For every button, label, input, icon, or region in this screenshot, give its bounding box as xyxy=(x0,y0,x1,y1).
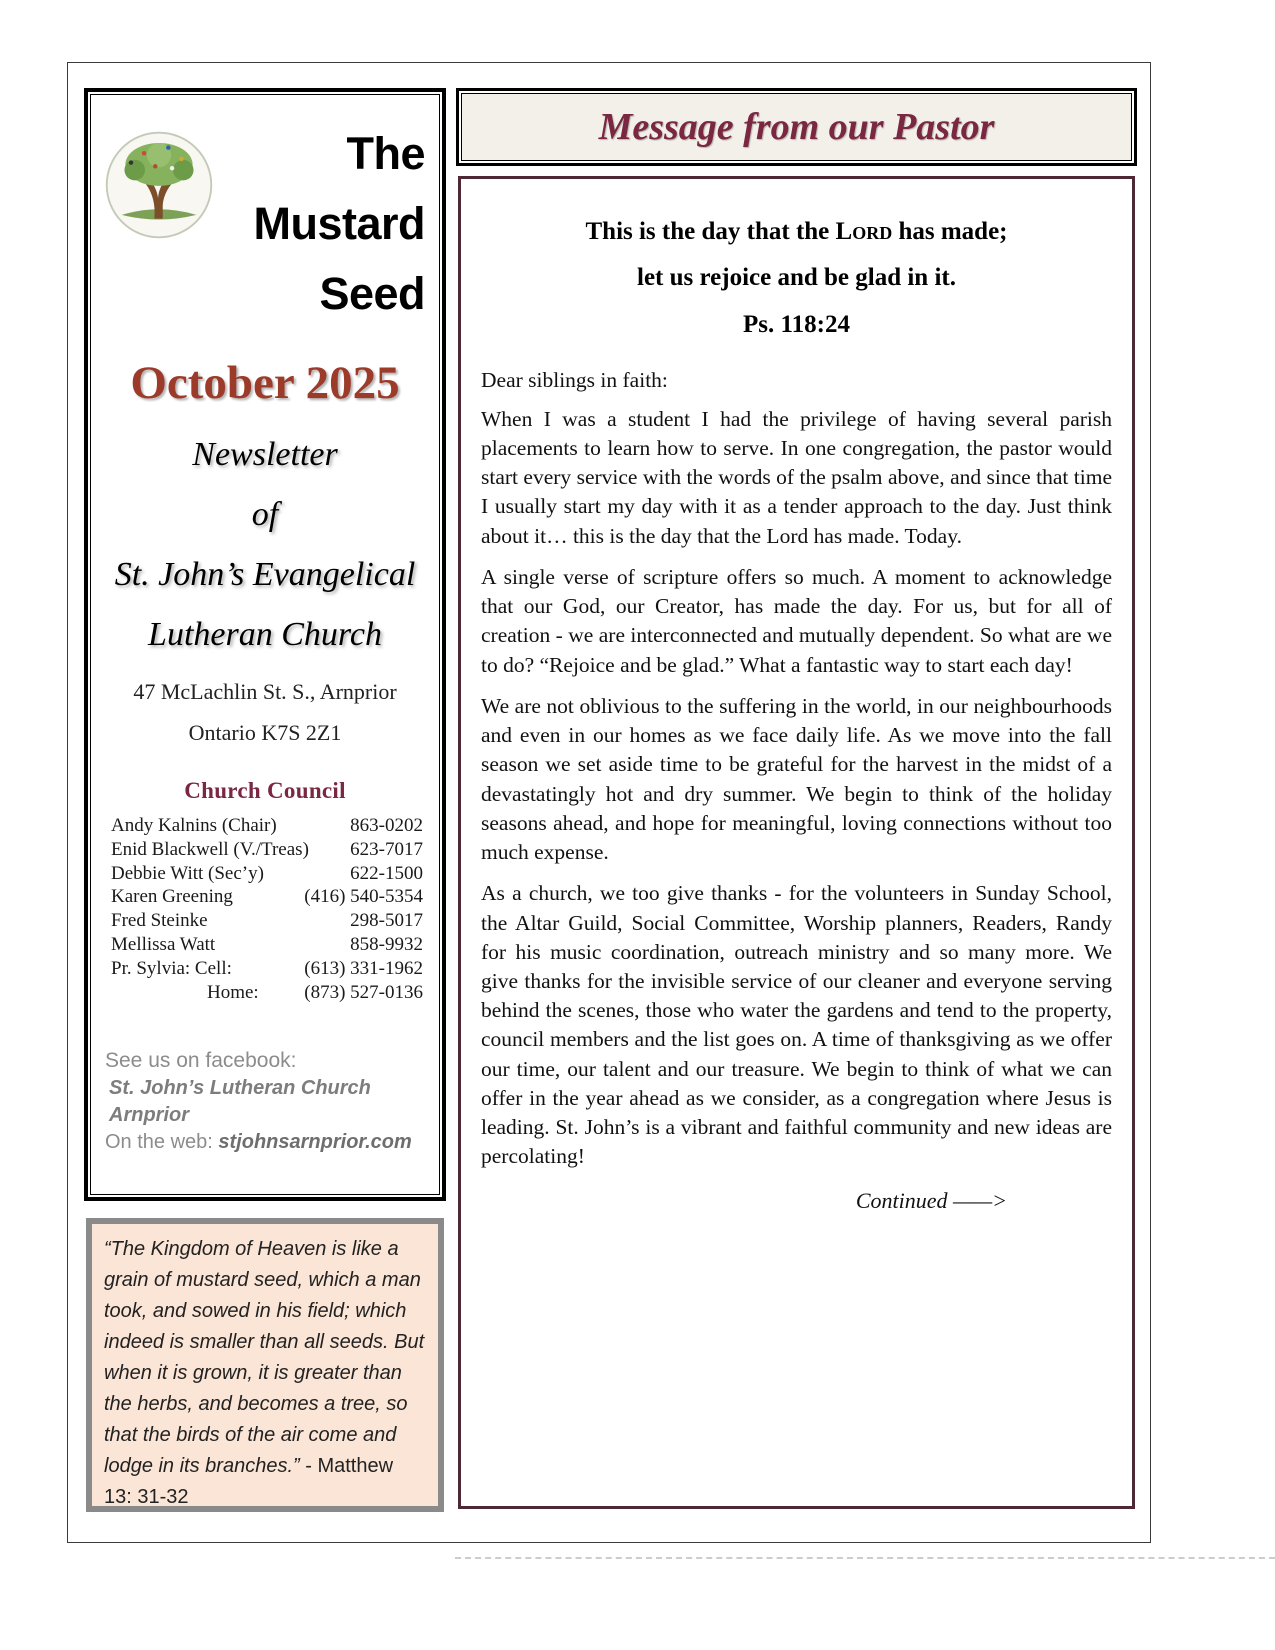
scripture-line-1 xyxy=(481,209,1112,255)
council-member-phone: (613) 331-1962 xyxy=(304,958,423,980)
salutation: Dear siblings in faith: xyxy=(481,367,668,392)
council-member-phone: 622-1500 xyxy=(350,862,423,884)
facebook-label: See us on facebook: xyxy=(105,1049,297,1073)
council-member-name: Home: xyxy=(207,982,259,1004)
council-member-row xyxy=(111,957,423,981)
quote-attribution: - Matthew 13: 31-32 xyxy=(104,1455,394,1508)
scripture-line-2: let us rejoice and be glad in it. xyxy=(637,264,956,292)
issue-month: October 2025 xyxy=(130,357,400,410)
sidebar-inner xyxy=(90,94,440,1195)
website-label: On the web: xyxy=(105,1131,219,1154)
council-member-phone: 623-7017 xyxy=(350,838,423,860)
pastor-message-header xyxy=(456,88,1137,166)
address-line-1: 47 McLachlin St. S., Arnprior xyxy=(133,679,397,705)
church-address xyxy=(99,672,431,753)
council-member-row xyxy=(111,838,423,862)
pastor-message-header-inner xyxy=(461,93,1132,161)
title-line-1: The xyxy=(346,128,425,179)
sidebar xyxy=(84,88,446,1201)
title-line-3: Seed xyxy=(319,267,425,319)
facebook-page-name: St. John’s Lutheran Church Arnprior xyxy=(109,1077,371,1127)
council-member-row xyxy=(111,885,423,909)
subtitle-line-2: of xyxy=(251,496,279,534)
scripture-reference: Ps. 118:24 xyxy=(743,310,850,338)
mustard-seed-tree-logo-icon xyxy=(103,129,215,241)
council-member-name: Pr. Sylvia: Cell: xyxy=(111,958,232,980)
council-member-phone: 298-5017 xyxy=(350,910,423,932)
pastor-paragraph: We are not oblivious to the suffering in the world, in our neighbourhoods and even in our homes as we face daily life. As we move into the fall season we set aside time to be grateful for the harvest in the midst of a devastatingly hot and dry summer. We begin to think of the holiday seasons ahead, and hope for meaningful, loving connections without too much expense. xyxy=(481,693,1112,865)
council-member-phone: (873) 527-0136 xyxy=(304,982,423,1004)
council-heading: Church Council xyxy=(184,777,346,803)
pastor-message-title: Message from our Pastor xyxy=(598,106,995,148)
social-links xyxy=(99,1047,431,1156)
scripture-lord-smallcaps: Lord xyxy=(835,218,893,245)
council-member-name: Karen Greening xyxy=(111,886,233,908)
pastor-paragraph: When I was a student I had the privilege of having several parish placements to learn how to serve. In one congregation, the pastor would start every service with the words of the psalm above, and since that time I usually start my day with it as a tender approach to the day. Just think about it… this is the day that the Lord has made. Today. xyxy=(481,406,1112,548)
newsletter-subtitle xyxy=(99,436,431,654)
scripture-line-1-post: has made; xyxy=(892,218,1008,245)
council-member-row xyxy=(111,933,423,957)
subtitle-line-1: Newsletter xyxy=(192,436,338,474)
title-line-2: Mustard xyxy=(253,197,425,249)
pastor-message-body xyxy=(458,176,1135,1509)
scripture-line-1-pre: This is the day that the xyxy=(585,218,836,245)
continued-note: Continued ——> xyxy=(855,1187,1007,1213)
masthead xyxy=(99,103,431,328)
council-member-row xyxy=(111,862,423,886)
quote-text: “The Kingdom of Heaven is like a grain of mustard seed, which a man took, and sowed in his field; which indeed is smaller than all seeds. But when it is grown, it is greater than the herbs, and becomes a tree, so that the birds of the air come and lodge in its branches.” xyxy=(104,1238,425,1477)
address-line-2: Ontario K7S 2Z1 xyxy=(188,719,342,745)
page-edge-dashed-line xyxy=(455,1557,1275,1559)
council-member-phone: 858-9932 xyxy=(350,934,423,956)
website-url: stjohnsarnprior.com xyxy=(218,1131,412,1154)
council-member-name: Enid Blackwell (V./Treas) xyxy=(111,838,309,860)
website-line xyxy=(105,1129,431,1156)
council-member-name: Andy Kalnins (Chair) xyxy=(111,814,277,836)
council-member-name: Mellissa Watt xyxy=(111,934,216,956)
council-list xyxy=(99,814,431,1006)
pastor-paragraph: A single verse of scripture offers so much. A moment to acknowledge that our God, our Creator, has made the day. For us, but for all of creation - we are interconnected and mutually dependent. So what are we to do? “Rejoice and be glad.” What a fantastic way to start each day! xyxy=(481,564,1112,677)
council-member-phone: (416) 540-5354 xyxy=(304,886,423,908)
subtitle-line-4: Lutheran Church xyxy=(148,616,382,654)
subtitle-line-3: St. John’s Evangelical xyxy=(114,556,416,594)
pastor-paragraph: As a church, we too give thanks - for the volunteers in Sunday School, the Altar Guild, Social Committee, Worship planners, Readers, Randy for his music coordination, outreach ministry and so many more. We give thanks for the invisible service of our cleaner and everyone serving behind the scenes, those who water the gardens and tend to the property, council members and the list goes on. A time of thanksgiving as we offer our time, our talent and our treasure. We begin to think of what we can offer in the year ahead as we consider, as a congregation where Jesus is leading. St. John’s is a vibrant and faithful community and new ideas are percolating! xyxy=(481,881,1112,1169)
pastor-paragraphs xyxy=(481,405,1112,1172)
council-member-row xyxy=(111,909,423,933)
council-member-phone: 863-0202 xyxy=(350,814,423,836)
scripture-verse xyxy=(481,209,1112,348)
council-member-row xyxy=(111,814,423,838)
scripture-quote-box xyxy=(86,1218,444,1512)
council-member-row xyxy=(111,981,423,1005)
newsletter-title xyxy=(253,119,429,328)
council-member-name: Debbie Witt (Sec’y) xyxy=(111,862,264,884)
council-member-name: Fred Steinke xyxy=(111,910,208,932)
